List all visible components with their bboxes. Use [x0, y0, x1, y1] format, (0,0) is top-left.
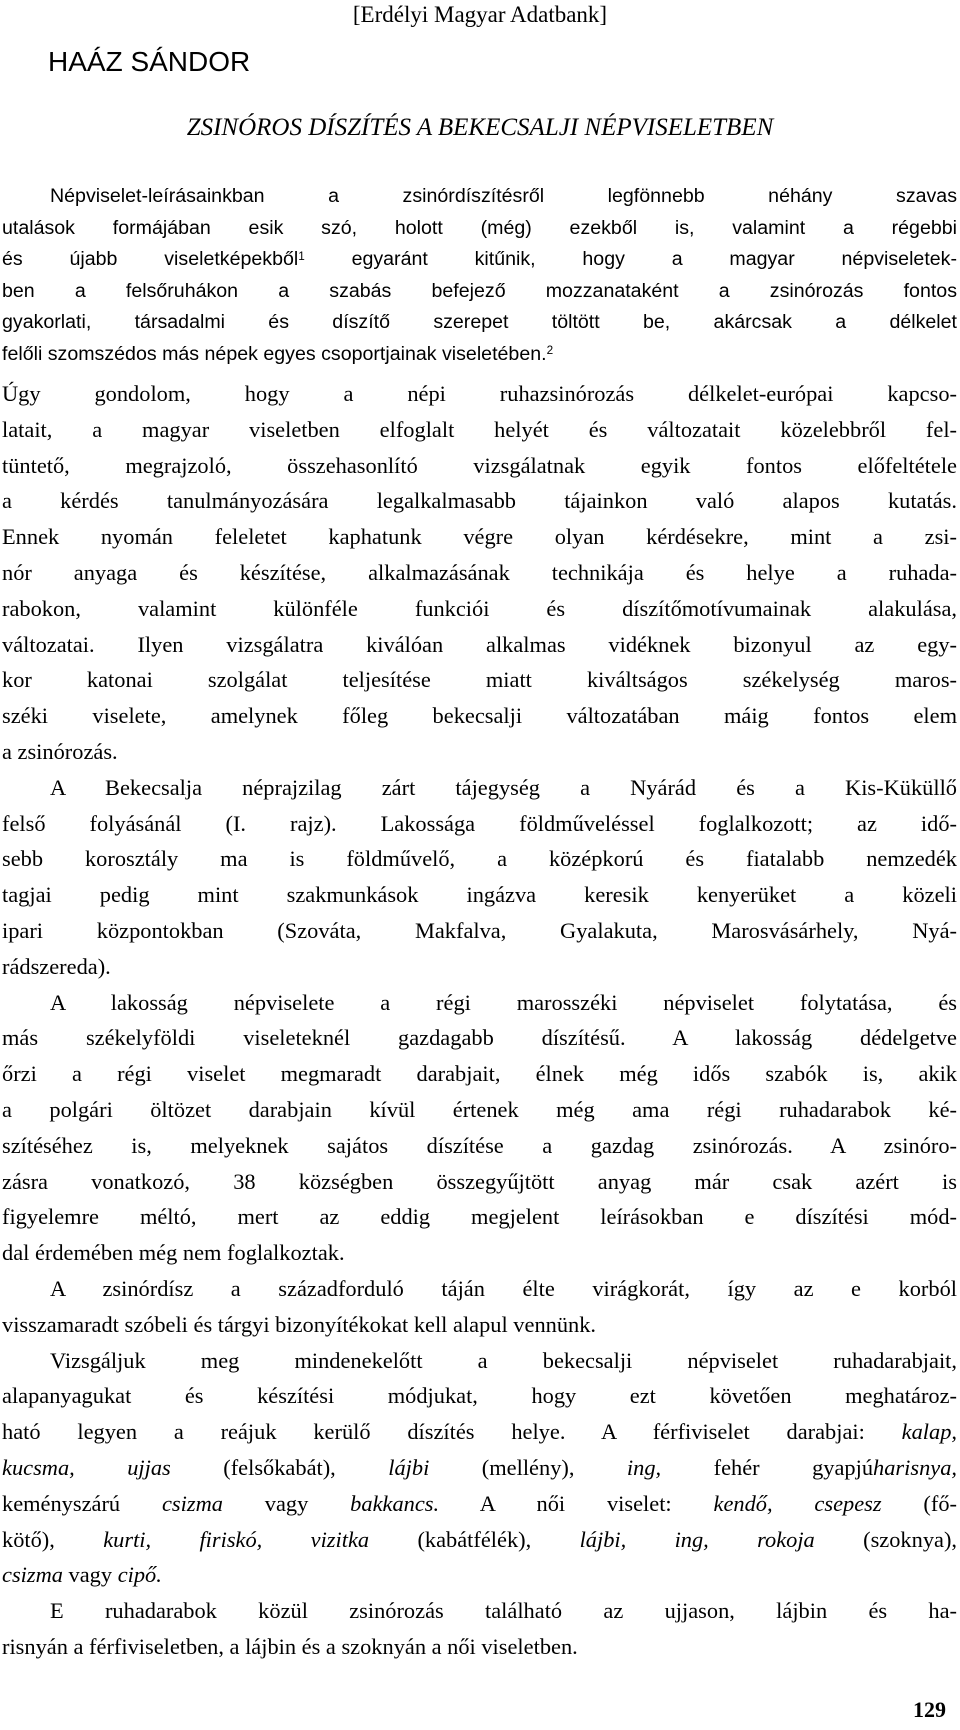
text-line: más székelyföldi viseleteknél gazdagabb díszítésű. A lakosság dédelgetve — [2, 1025, 957, 1051]
text-line — [2, 244, 957, 276]
text-line: Népviselet-leírásainkban a zsinórdíszítésről legfönnebb néhány szavas — [50, 185, 957, 207]
text-span: egyaránt kitűnik, hogy a magyar népviseletek- — [304, 248, 957, 270]
text-span: (kabátfélék), — [369, 1526, 580, 1552]
body-text — [2, 376, 957, 1665]
text-span: (felsőkabát), — [170, 1454, 389, 1480]
text-line — [2, 1522, 957, 1558]
text-span: (mellény), — [429, 1454, 627, 1480]
text-line: őrzi a régi viselet megmaradt darabjait, élnek még idős szabók is, akik — [2, 1061, 957, 1087]
footnote-ref-2: 2 — [546, 344, 554, 358]
text-line — [2, 339, 957, 371]
text-span: vagy — [222, 1490, 351, 1516]
text-span: A női viselet: — [439, 1490, 714, 1516]
text-line: a kérdés tanulmányozására legalkalmasabb tájainkon való alapos kutatás. — [2, 488, 957, 514]
italic-term: bakkancs. — [350, 1490, 440, 1516]
italic-term: lájbi, ing, rokoja — [579, 1526, 815, 1552]
text-span: vagy — [62, 1562, 118, 1588]
text-line: A zsinórdísz a századforduló táján élte virágkorát, így az e korból — [50, 1275, 957, 1301]
text-line: sebb korosztály ma is földművelő, a középkorú és fiatalabb nemzedék — [2, 846, 957, 872]
text-line: széki viselete, amelynek főleg bekecsalji változatában máig fontos elem — [2, 703, 957, 729]
italic-term: cipő. — [117, 1562, 162, 1588]
italic-term: lájbi — [388, 1454, 430, 1480]
text-line: Úgy gondolom, hogy a népi ruhazsinórozás délkelet-európai kapcso- — [2, 381, 957, 406]
intro-paragraph — [2, 181, 957, 370]
text-line: szítéséhez is, melyeknek sajátos díszítése a gazdag zsinórozás. A zsinóro- — [2, 1132, 957, 1158]
text-line: kor katonai szolgálat teljesítése miatt kiváltságos székelység maros- — [2, 667, 957, 693]
text-line: rádszereda). — [2, 953, 111, 979]
text-line — [2, 1414, 957, 1450]
text-span: ható legyen a reájuk kerülő díszítés helye. A férfiviselet darabjai: — [2, 1419, 902, 1445]
italic-term: csizma — [161, 1490, 223, 1516]
text-line — [2, 1450, 957, 1486]
text-line: változatai. Ilyen vizsgálatra kiválóan alkalmas vidéknek bizonyul az egy- — [2, 631, 957, 657]
text-line: risnyán a férfiviseletben, a lájbin és a szoknyán a női viseletben. — [2, 1633, 578, 1659]
text-span: (fő- — [881, 1490, 957, 1516]
text-line: nór anyaga és készítése, alkalmazásának technikája és helye a ruhada- — [2, 559, 957, 585]
text-line — [2, 1557, 957, 1593]
text-line: A lakosság népviselete a régi marosszéki népviselet folytatása, és — [50, 989, 957, 1015]
text-span: fehér gyapjú — [661, 1454, 874, 1480]
text-line: a polgári öltözet darabjain kívül értenek még ama régi ruhadarabok ké- — [2, 1096, 957, 1122]
footnote-ref-1: 1 — [298, 249, 305, 263]
text-line: felső folyásánál (I. rajz). Lakossága földműveléssel foglalkozott; az idő- — [2, 810, 957, 836]
italic-term: kendő, csepesz — [713, 1490, 882, 1516]
text-line: a zsinórozás. — [2, 738, 118, 764]
page-number: 129 — [913, 1697, 946, 1722]
text-line: dal érdemében még nem foglalkoztak. — [2, 1240, 345, 1266]
text-line: ben a felsőruhákon a szabás befejező mozzanataként a zsinórozás fontos — [2, 279, 957, 302]
italic-term: csizma — [2, 1562, 63, 1588]
text-line: zásra vonatkozó, 38 községben összegyűjtött anyag már csak azért is — [2, 1168, 957, 1194]
italic-term: kurti, firiskó, vizitka — [103, 1526, 370, 1552]
text-line: Vizsgáljuk meg mindenekelőtt a bekecsalji népviselet ruhadarabjait, — [50, 1347, 957, 1373]
text-line: rabokon, valamint különféle funkciói és díszítőmotívumainak alakulása, — [2, 595, 957, 621]
text-line: tagjai pedig mint szakmunkások ingázva keresik kenyerüket a közeli — [2, 882, 957, 908]
source-tag: [Erdélyi Magyar Adatbank] — [352, 2, 608, 27]
text-line: tüntető, megrajzoló, összehasonlító vizsgálatnak egyik fontos előfeltétele — [2, 452, 957, 478]
text-line: figyelemre méltó, mert az eddig megjelent leírásokban e díszítési mód- — [2, 1204, 957, 1230]
italic-term: harisnya, — [873, 1454, 957, 1480]
text-span: és újabb viseletképekből — [2, 248, 299, 270]
text-line: utalások formájában esik szó, holott (még) ezekből is, valamint a régebbi — [2, 216, 957, 239]
text-line: gyakorlati, társadalmi és díszítő szerepet töltött be, akárcsak a délkelet — [2, 311, 957, 333]
italic-term: kalap, — [901, 1419, 957, 1445]
text-span: kötő), — [2, 1526, 104, 1552]
article-title: ZSINÓROS DÍSZÍTÉS A BEKECSALJI NÉPVISELETBEN — [186, 114, 774, 141]
text-line: E ruhadarabok közül zsinórozás található az ujjason, lájbin és ha- — [50, 1598, 957, 1624]
text-line: ipari központokban (Szováta, Makfalva, Gyalakuta, Marosvásárhely, Nyá- — [2, 917, 957, 943]
text-line: latait, a magyar viseletben elfoglalt helyét és változatait közelebbről fel- — [2, 416, 957, 442]
text-span: felőli szomszédos más népek egyes csoportjainak viseletében. — [2, 342, 547, 365]
text-line — [2, 1486, 957, 1522]
italic-term: kucsma, ujjas — [2, 1454, 171, 1480]
text-line: Ennek nyomán feleletet kaphatunk végre olyan kérdésekre, mint a zsi- — [2, 524, 957, 550]
italic-term: ing, — [626, 1454, 662, 1480]
author-name: HAÁZ SÁNDOR — [48, 46, 251, 77]
text-line: A Bekecsalja néprajzilag zárt tájegység a Nyárád és a Kis-Küküllő — [50, 774, 957, 800]
text-span: (szoknya), — [814, 1526, 958, 1552]
text-span: keményszárú — [2, 1490, 162, 1516]
text-line: visszamaradt szóbeli és tárgyi bizonyítékokat kell alapul vennünk. — [2, 1311, 597, 1337]
text-line: alapanyagukat és készítési módjukat, hogy ezt követően meghatároz- — [2, 1383, 957, 1409]
